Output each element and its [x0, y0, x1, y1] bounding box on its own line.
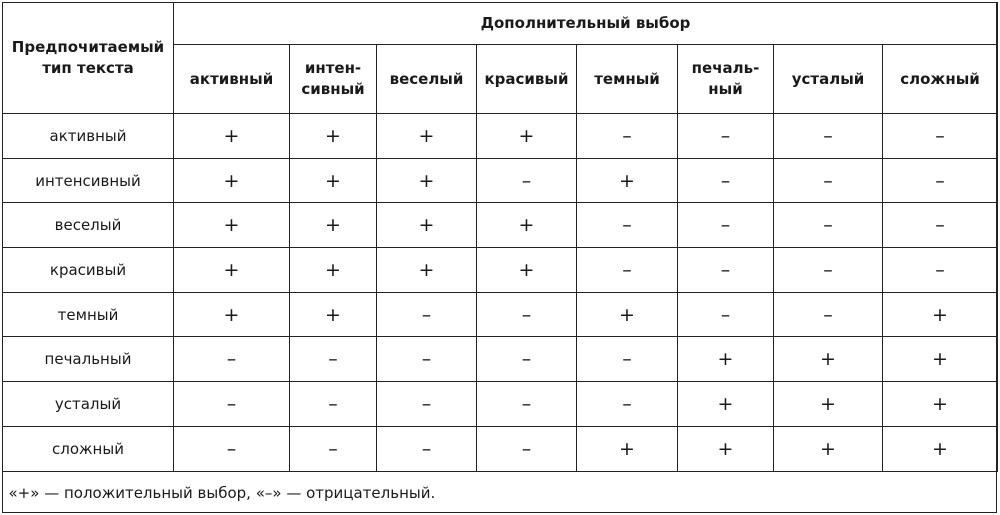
column-header: красивый: [477, 45, 577, 114]
table-cell: –: [377, 426, 477, 471]
column-header: печаль- ный: [678, 45, 774, 114]
table-cell: +: [174, 114, 290, 159]
table-cell: +: [174, 158, 290, 203]
table-cell: +: [377, 114, 477, 159]
row-label: активный: [3, 114, 174, 159]
table-cell: –: [174, 382, 290, 427]
row-header: Предпочитаемый тип текста: [3, 3, 174, 114]
table-cell: –: [678, 114, 774, 159]
row-label: сложный: [3, 426, 174, 471]
column-header: сложный: [883, 45, 998, 114]
table-cell: +: [678, 382, 774, 427]
table-cell: +: [377, 248, 477, 293]
table-cell: –: [477, 158, 577, 203]
table-row: [3, 337, 998, 382]
table-cell: –: [883, 114, 998, 159]
table-cell: –: [477, 426, 577, 471]
column-header: активный: [174, 45, 290, 114]
table-cell: –: [577, 114, 678, 159]
table-cell: +: [883, 337, 998, 382]
column-header: усталый: [774, 45, 883, 114]
table-cell: –: [577, 203, 678, 248]
table-cell: –: [377, 337, 477, 382]
table-cell: –: [477, 337, 577, 382]
table-cell: –: [174, 337, 290, 382]
preference-table: [2, 2, 998, 515]
table-cell: +: [377, 203, 477, 248]
table-cell: +: [174, 203, 290, 248]
table-cell: –: [774, 292, 883, 337]
column-header: веселый: [377, 45, 477, 114]
table-cell: +: [577, 426, 678, 471]
table-cell: +: [290, 203, 377, 248]
table-cell: –: [678, 248, 774, 293]
row-label: печальный: [3, 337, 174, 382]
row-label: интенсивный: [3, 158, 174, 203]
table-cell: +: [290, 248, 377, 293]
table-cell: +: [883, 292, 998, 337]
row-label: усталый: [3, 382, 174, 427]
group-header: Дополнительный выбор: [174, 3, 998, 45]
table-cell: –: [883, 248, 998, 293]
table-cell: +: [678, 337, 774, 382]
table-cell: –: [290, 426, 377, 471]
table-cell: –: [678, 203, 774, 248]
table-cell: +: [174, 248, 290, 293]
table-cell: –: [377, 382, 477, 427]
table-cell: +: [577, 292, 678, 337]
column-header: интен- сивный: [290, 45, 377, 114]
table-cell: –: [577, 382, 678, 427]
table-row: [3, 203, 998, 248]
column-header: темный: [577, 45, 678, 114]
table-cell: –: [774, 158, 883, 203]
table-row: [3, 292, 998, 337]
table-cell: –: [774, 114, 883, 159]
table-cell: +: [883, 426, 998, 471]
table-cell: –: [678, 158, 774, 203]
table-cell: +: [290, 114, 377, 159]
table-row: [3, 248, 998, 293]
table-row: [3, 158, 998, 203]
table-row: [3, 114, 998, 159]
table-cell: –: [577, 337, 678, 382]
table-cell: –: [477, 292, 577, 337]
table-cell: +: [477, 203, 577, 248]
table-cell: +: [774, 426, 883, 471]
table-cell: –: [290, 337, 377, 382]
table-cell: +: [678, 426, 774, 471]
table-cell: –: [377, 292, 477, 337]
table-cell: –: [774, 203, 883, 248]
table-cell: +: [883, 382, 998, 427]
table-cell: +: [477, 248, 577, 293]
row-label: темный: [3, 292, 174, 337]
table-cell: –: [477, 382, 577, 427]
table-row: [3, 382, 998, 427]
table-cell: –: [290, 382, 377, 427]
table-cell: +: [290, 292, 377, 337]
table-cell: –: [883, 203, 998, 248]
table-cell: +: [774, 337, 883, 382]
table-cell: +: [174, 292, 290, 337]
table-cell: –: [883, 158, 998, 203]
table-cell: +: [377, 158, 477, 203]
table-cell: +: [477, 114, 577, 159]
row-label: веселый: [3, 203, 174, 248]
footnote: «+» — положительный выбор, «–» — отрицательный.: [3, 471, 998, 515]
table-cell: –: [577, 248, 678, 293]
table-cell: –: [174, 426, 290, 471]
table-cell: +: [577, 158, 678, 203]
table-row: [3, 426, 998, 471]
table-cell: –: [774, 248, 883, 293]
table-cell: +: [290, 158, 377, 203]
table-cell: –: [678, 292, 774, 337]
row-label: красивый: [3, 248, 174, 293]
table-cell: +: [774, 382, 883, 427]
